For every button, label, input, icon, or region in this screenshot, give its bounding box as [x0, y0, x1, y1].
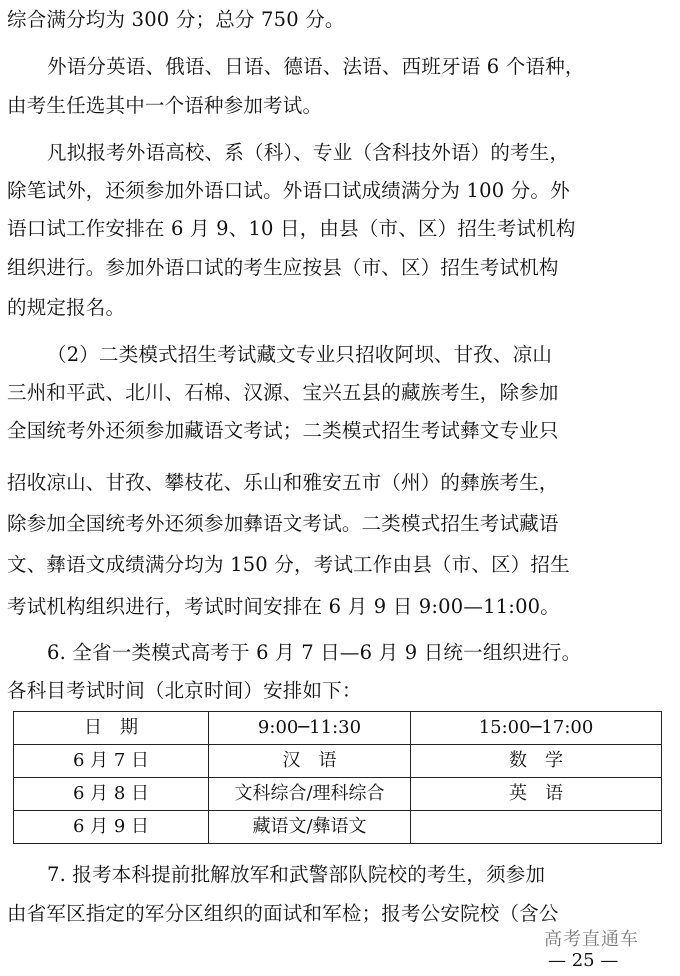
table-header-cell: 15:00─17:00	[411, 712, 662, 745]
table-row	[14, 778, 662, 811]
paragraph-line: 由省军区指定的军分区组织的面试和军检；报考公安院校（含公	[7, 902, 559, 925]
table-row	[14, 745, 662, 778]
table-cell: 6 月 8 日	[14, 778, 209, 811]
paragraph-line: 7. 报考本科提前批解放军和武警部队院校的考生，须参加	[47, 863, 546, 886]
paragraph-line: 三州和平武、北川、石棉、汉源、宝兴五县的藏族考生，除参加	[7, 381, 559, 404]
table-header-cell: 9:00─11:30	[209, 712, 411, 745]
table-cell: 汉 语	[209, 745, 411, 778]
table-header-row	[14, 712, 662, 745]
paragraph-line: 的规定报名。	[7, 296, 126, 319]
paragraph-line: 除笔试外，还须参加外语口试。外语口试成绩满分为 100 分。外	[7, 179, 570, 202]
paragraph-line: 凡拟报考外语高校、系（科）、专业（含科技外语）的考生，	[47, 141, 570, 164]
paragraph-line: 综合满分均为 300 分；总分 750 分。	[7, 8, 345, 31]
paragraph-line: （2）二类模式招生考试藏文专业只招收阿坝、甘孜、凉山	[47, 343, 553, 366]
table-cell: 文科综合/理科综合	[209, 778, 411, 811]
exam-schedule-table	[13, 711, 662, 844]
paragraph-line: 各科目考试时间（北京时间）安排如下：	[7, 679, 362, 702]
watermark-text: 高考直通车	[544, 929, 639, 950]
paragraph-line: 招收凉山、甘孜、攀枝花、乐山和雅安五市（州）的彝族考生，	[7, 471, 559, 494]
paragraph-line: 全国统考外还须参加藏语文考试；二类模式招生考试彝文专业只	[7, 419, 559, 442]
table-cell: 数 学	[411, 745, 662, 778]
paragraph-line: 外语分英语、俄语、日语、德语、法语、西班牙语 6 个语种，	[47, 55, 585, 78]
table-cell: 藏语文/彝语文	[209, 811, 411, 844]
table-cell: 英 语	[411, 778, 662, 811]
paragraph-line: 语口试工作安排在 6 月 9、10 日，由县（市、区）招生考试机构	[7, 217, 576, 240]
page-number: — 25 —	[548, 950, 619, 971]
table-header-cell: 日 期	[14, 712, 209, 745]
table-row	[14, 811, 662, 844]
paragraph-line: 组织进行。参加外语口试的考生应按县（市、区）招生考试机构	[7, 256, 559, 279]
paragraph-line: 文、彝语文成绩满分均为 150 分，考试工作由县（市、区）招生	[7, 553, 570, 576]
table-cell	[411, 811, 662, 844]
paragraph-line: 由考生任选其中一个语种参加考试。	[7, 94, 323, 117]
paragraph-line: 6. 全省一类模式高考于 6 月 7 日—6 月 9 日统一组织进行。	[47, 641, 582, 664]
table-cell: 6 月 9 日	[14, 811, 209, 844]
paragraph-line: 考试机构组织进行，考试时间安排在 6 月 9 日 9:00—11:00。	[7, 595, 560, 618]
paragraph-line: 除参加全国统考外还须参加彝语文考试。二类模式招生考试藏语	[7, 512, 559, 535]
table-cell: 6 月 7 日	[14, 745, 209, 778]
